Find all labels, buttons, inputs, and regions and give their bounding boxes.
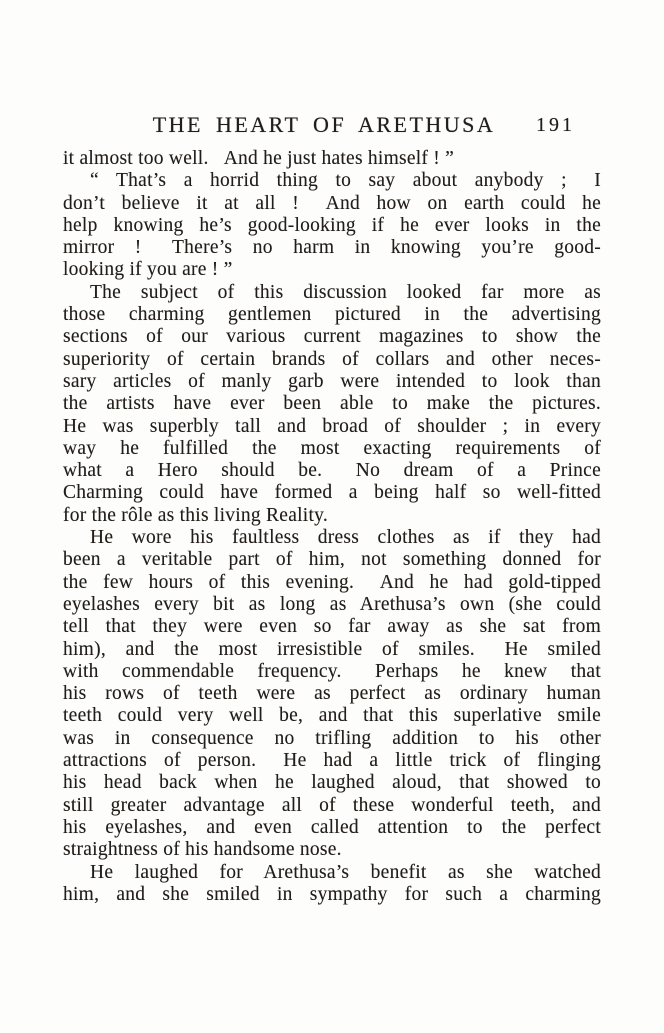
text-line: was in consequence no trifling addition to his other [63,727,601,749]
text-line: those charming gentlemen pictured in the advertising [63,304,601,326]
text-line: straightness of his handsome nose. [63,839,342,861]
text-line: help knowing he’s good-looking if he ever looks in the [63,214,601,236]
text-line: Charming could have formed a being half so well-fitted [63,482,601,504]
paragraph [63,527,601,861]
text-line: him), and the most irresistible of smiles. He smiled [63,638,601,660]
text-line: tell that they were even so far away as she sat from [63,616,601,638]
text-line: The subject of this discussion looked far more as [90,281,601,303]
running-header [63,112,601,137]
text-block [63,112,601,906]
text-line: with commendable frequency. Perhaps he knew that [63,660,601,682]
text-line: attractions of person. He had a little trick of flinging [63,750,601,772]
text-line: eyelashes every bit as long as Arethusa’s own (she could [63,593,601,615]
text-line: the few hours of this evening. And he had gold-tipped [63,571,601,593]
text-line: He was superbly tall and broad of shoulder ; in every [63,415,601,437]
paragraph [63,862,601,907]
text-line: him, and she smiled in sympathy for such a charming [63,883,601,905]
text-line: He laughed for Arethusa’s benefit as she watched [90,861,601,883]
text-line: his rows of teeth were as perfect as ordinary human [63,683,601,705]
text-line: mirror ! There’s no harm in knowing you’re good- [63,237,601,259]
running-header-title: THE HEART OF ARETHUSA [152,112,496,137]
page-body [63,148,601,906]
paragraph [63,148,601,170]
text-line: teeth could very well be, and that this superlative smile [63,705,601,727]
text-line: looking if you are ! ” [63,259,233,281]
text-line: still greater advantage all of these wonderful teeth, and [63,794,601,816]
text-line: the artists have ever been able to make the pictures. [63,393,601,415]
text-line: it almost too well. And he just hates himself ! ” [63,148,455,169]
text-line: sections of our various current magazines to show the [63,326,601,348]
paragraph [63,282,601,527]
text-line: don’t believe it at all ! And how on earth could he [63,192,601,214]
text-line: “ That’s a horrid thing to say about anybody ; I [90,170,601,192]
paragraph [63,170,601,281]
text-line: sary articles of manly garb were intended to look than [63,370,601,392]
text-line: superiority of certain brands of collars and other neces- [63,348,601,370]
text-line: his eyelashes, and even called attention to the perfect [63,816,601,838]
text-line: He wore his faultless dress clothes as if they had [90,527,601,549]
page-number: 191 [536,114,575,136]
text-line: what a Hero should be. No dream of a Prince [63,460,601,482]
text-line: been a veritable part of him, not something donned for [63,549,601,571]
text-line: his head back when he laughed aloud, that showed to [63,772,601,794]
text-line: way he fulfilled the most exacting requirements of [63,437,601,459]
text-line: for the rôle as this living Reality. [63,504,328,526]
